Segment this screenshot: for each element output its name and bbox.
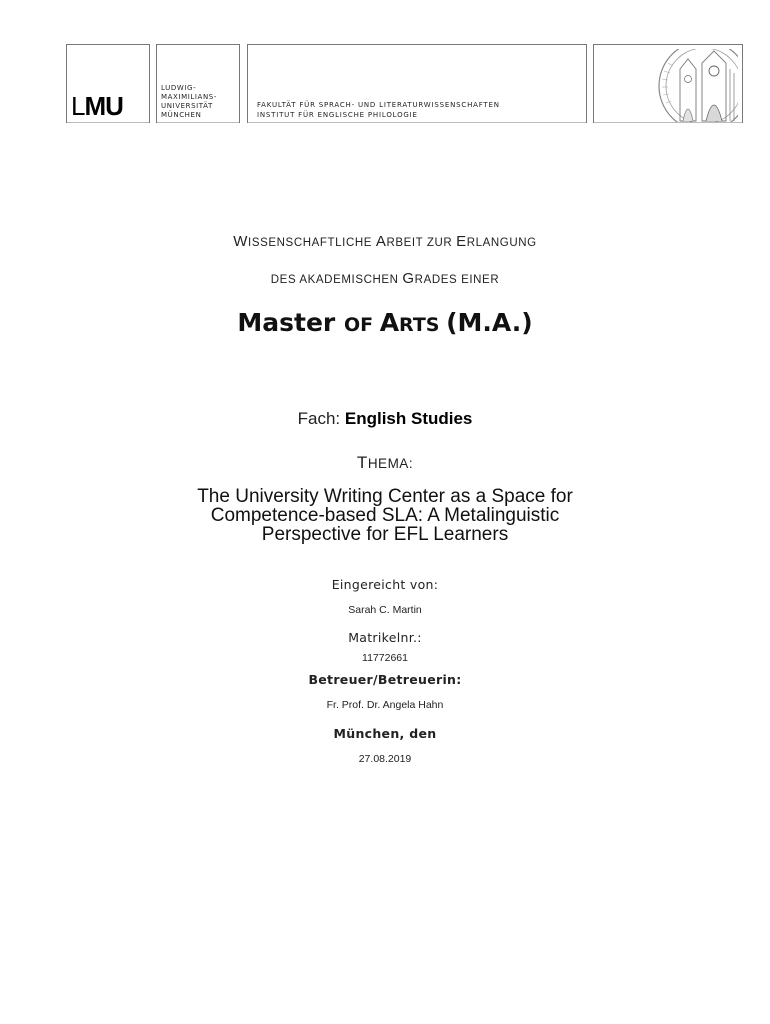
title-text-run: RLANGUNG xyxy=(466,237,537,249)
faculty-line: FAKULTÄT FÜR SPRACH- UND LITERATURWISSENSCHAFTEN xyxy=(257,101,500,109)
matriculation-label: Matrikelnr.: xyxy=(348,630,422,645)
title-text-run: G xyxy=(402,270,415,287)
thesis-type-line-2 xyxy=(0,270,770,288)
advisor-name: Fr. Prof. Dr. Angela Hahn xyxy=(326,699,444,711)
topic-heading-rest: HEMA: xyxy=(367,456,414,471)
topic-line: Competence-based SLA: A Metalinguistic xyxy=(210,505,560,526)
faculty-box xyxy=(247,44,587,123)
title-text-run: RBEIT ZUR xyxy=(386,237,457,249)
topic-heading xyxy=(0,453,770,473)
logo-prefix: L xyxy=(71,91,85,121)
title-text-run: W xyxy=(233,233,249,250)
title-text-run: (M.A.) xyxy=(446,308,533,337)
submission-date: 27.08.2019 xyxy=(358,753,412,765)
submitted-by-label: Eingereicht von: xyxy=(331,577,439,592)
university-line: MÜNCHEN xyxy=(161,111,202,119)
title-text-run: OF xyxy=(343,314,380,336)
subject-label: Fach: xyxy=(297,409,345,428)
topic-heading-initial: T xyxy=(356,453,368,472)
advisor-label: Betreuer/Betreuerin: xyxy=(308,672,462,687)
university-name-box xyxy=(156,44,240,123)
title-text-run: ISSENSCHAFTLICHE xyxy=(248,237,376,249)
university-line: UNIVERSITÄT xyxy=(161,102,213,110)
logo-main: MU xyxy=(84,91,123,121)
faculty-name xyxy=(257,100,500,120)
title-text-run: E xyxy=(456,233,467,250)
thesis-topic xyxy=(0,487,770,544)
title-text-run: A xyxy=(379,308,400,337)
author-name: Sarah C. Martin xyxy=(348,604,422,616)
place-date-label: München, den xyxy=(333,726,437,741)
subject-line xyxy=(0,409,770,429)
title-text-run: RADES EINER xyxy=(414,274,500,286)
lmu-logo xyxy=(71,93,123,119)
topic-line: Perspective for EFL Learners xyxy=(261,524,509,545)
degree-title xyxy=(0,308,770,337)
title-text-run: RTS xyxy=(399,314,447,336)
matriculation-number: 11772661 xyxy=(362,652,408,664)
university-seal-icon xyxy=(642,49,738,123)
university-name xyxy=(161,84,217,120)
topic-line: The University Writing Center as a Space for xyxy=(197,486,573,507)
university-line: MAXIMILIANS- xyxy=(161,93,217,101)
subject-value: English Studies xyxy=(344,409,473,428)
title-text-run: Master xyxy=(237,308,344,337)
thesis-type-line-1 xyxy=(0,233,770,251)
lmu-logo-box xyxy=(66,44,150,123)
title-text-run: DES AKADEMISCHEN xyxy=(270,274,403,286)
seal-box xyxy=(593,44,743,123)
university-line: LUDWIG- xyxy=(161,84,197,92)
title-text-run: A xyxy=(375,233,387,250)
institute-line: INSTITUT FÜR ENGLISCHE PHILOLOGIE xyxy=(257,111,418,119)
